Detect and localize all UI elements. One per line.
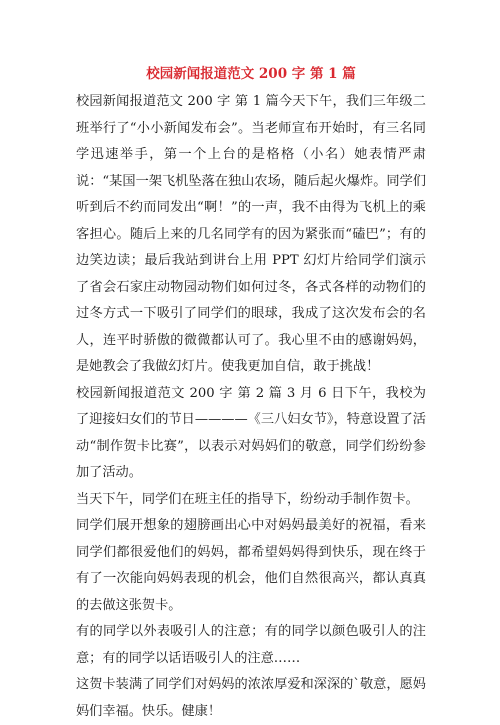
paragraph-4: 同学们展开想象的翅膀画出心中对妈妈最美好的祝福，看来同学们都很爱他们的妈妈，都希望妈妈得到快乐，现在终于有了一次能向妈妈表现的机会，他们自然很高兴，都认真真的去做这张贺卡。 [76, 518, 426, 613]
paragraph-3: 当天下午，同学们在班主任的指导下，纷纷动手制作贺卡。 [76, 491, 419, 507]
paragraph-1: 校园新闻报道范文 200 字 第 1 篇今天下午，我们三年级二班举行了“小小新闻发布会”。当老师宣布开始时，有三名同学迅速举手，第一个上台的是格格（小名）她表情严肃说：“某国一架飞机坠落在独山农场，随后起火爆炸。同学们听到后不约而同发出“啊！”的一声，我不由得为飞机上的乘客担心。随后上来的几名同学有的因为紧张而“磕巴”；有的边笑边读；最后我站到讲台上用 PPT 幻灯片给同学们演示了省会石家庄动物园动物们如何过冬，各式各样的动物们的过冬方式一下吸引了同学们的眼球，我成了这次发布会的名人，连平时骄傲的微微都认可了。我心里不由的感谢妈妈，是她教会了我做幻灯片。使我更加自信，敢于挑战！ [76, 94, 426, 374]
paragraph-2: 校园新闻报道范文 200 字 第 2 篇 3 月 6 日下午，我校为了迎接妇女们的节日————《三八妇女节》，特意设置了活动“制作贺卡比赛”，以表示对妈妈们的敬意，同学们纷纷参加了活动。 [76, 385, 426, 480]
paragraph-6: 这贺卡装满了同学们对妈妈的浓浓厚爱和深深的`敬意，愿妈妈们幸福。快乐。健康！ [76, 677, 426, 719]
paragraph-5: 有的同学以外表吸引人的注意；有的同学以颜色吸引人的注意；有的同学以话语吸引人的注意…… [76, 624, 426, 666]
document-title: 校园新闻报道范文 200 字 第 1 篇 [146, 66, 356, 82]
